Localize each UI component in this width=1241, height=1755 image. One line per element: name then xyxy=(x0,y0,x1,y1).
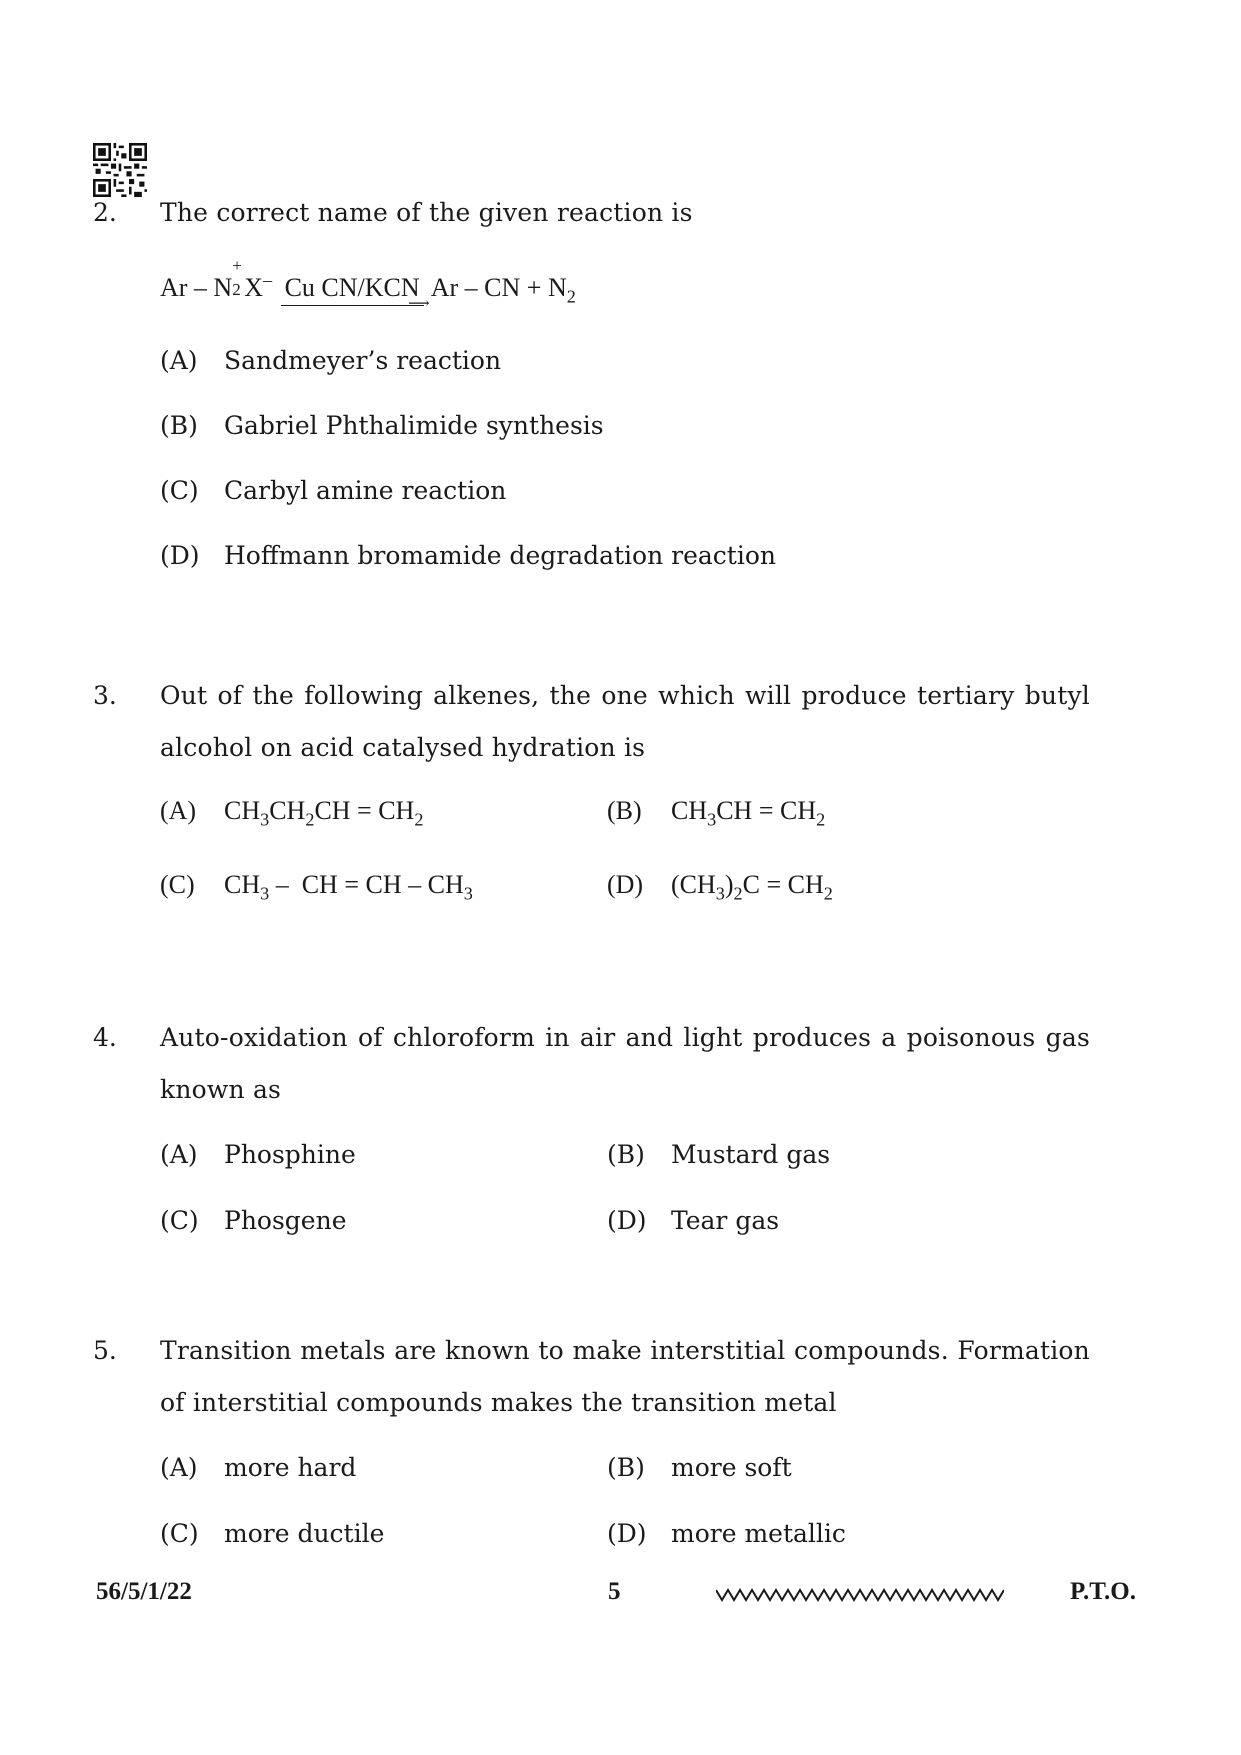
page-number: 5 xyxy=(608,1578,621,1605)
question-2-number: 2. xyxy=(93,198,117,227)
question-2-text: The correct name of the given reaction is xyxy=(160,198,693,227)
pto-label: P.T.O. xyxy=(1070,1578,1136,1605)
question-4-number: 4. xyxy=(93,1023,117,1052)
q3-option-c: (C) $CH_3$ – CH = CH – $CH_3$ xyxy=(160,870,473,904)
reaction-equation: Ar – N + 2 X– Cu CN/KCN ⟶ Ar – CN + $N_2$ xyxy=(160,256,576,312)
q3-option-b: (B) $CH_3CH = CH_2$ xyxy=(607,796,826,830)
question-5-line-2: of interstitial compounds makes the transition metal xyxy=(160,1388,837,1417)
q2-option-d: (D) Hoffmann bromamide degradation reaction xyxy=(160,541,776,570)
question-4-line-2: known as xyxy=(160,1075,282,1104)
reaction-arrow: Cu CN/KCN ⟶ xyxy=(279,273,426,306)
q2-option-a: (A) Sandmeyer’s reaction xyxy=(160,346,502,375)
q5-option-a: (A) more hard xyxy=(160,1453,357,1482)
q3-option-a: (A) $CH_3CH_2CH = CH_2$ xyxy=(160,796,424,830)
question-5-number: 5. xyxy=(93,1336,117,1365)
q5-option-c: (C) more ductile xyxy=(160,1519,385,1548)
qr-code-icon xyxy=(93,143,147,197)
q4-option-c: (C) Phosgene xyxy=(160,1206,347,1235)
q5-option-b: (B) more soft xyxy=(607,1453,792,1482)
wavy-line-decoration xyxy=(716,1584,1004,1604)
q4-option-d: (D) Tear gas xyxy=(607,1206,780,1235)
q4-option-a: (A) Phosphine xyxy=(160,1140,356,1169)
q5-option-d: (D) more metallic xyxy=(607,1519,846,1548)
question-3-number: 3. xyxy=(93,681,117,710)
q2-option-c: (C) Carbyl amine reaction xyxy=(160,476,507,505)
question-3-line-1: Out of the following alkenes, the one which will produce tertiary butyl xyxy=(160,681,1090,710)
paper-code: 56/5/1/22 xyxy=(96,1578,192,1605)
q3-option-d: (D) $(CH_3)_2C = CH_2$ xyxy=(607,870,833,904)
q4-option-b: (B) Mustard gas xyxy=(607,1140,831,1169)
question-3-line-2: alcohol on acid catalysed hydration is xyxy=(160,733,646,762)
question-4-line-1: Auto-oxidation of chloroform in air and light produces a poisonous gas xyxy=(160,1023,1090,1052)
question-5-line-1: Transition metals are known to make interstitial compounds. Formation xyxy=(160,1336,1090,1365)
q2-option-b: (B) Gabriel Phthalimide synthesis xyxy=(160,411,604,440)
